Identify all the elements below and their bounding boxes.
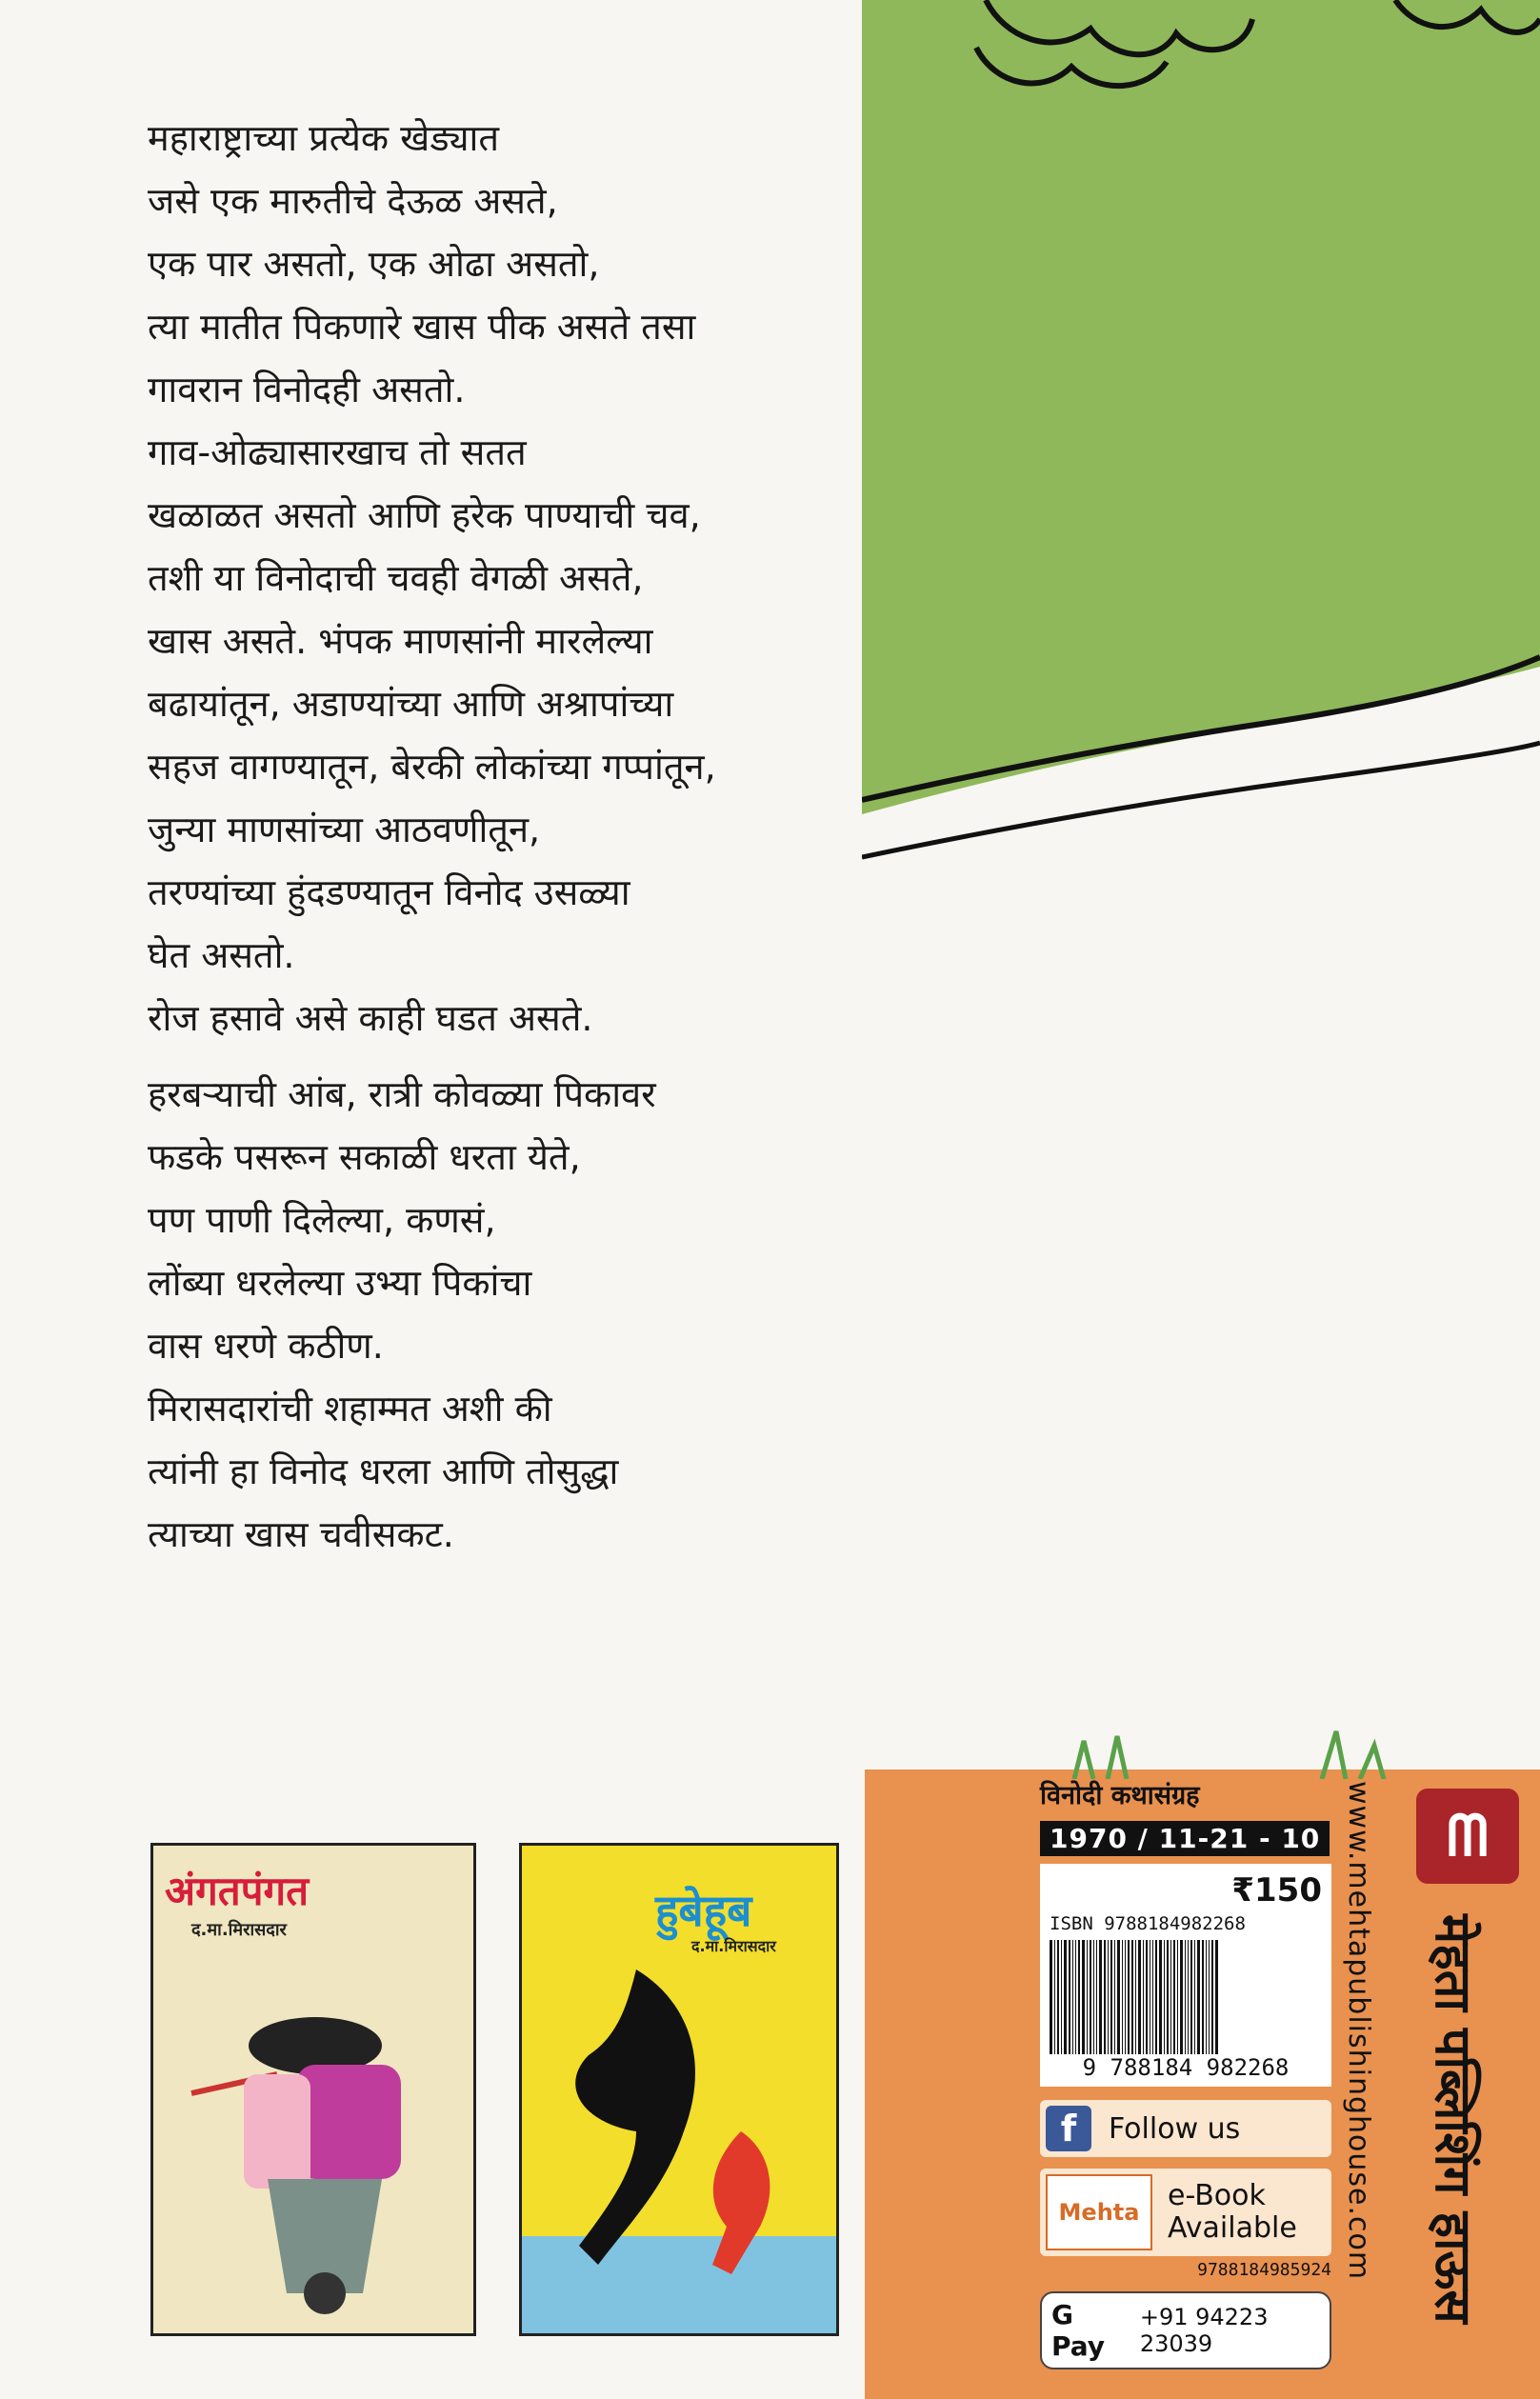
website-vertical[interactable] — [1333, 1781, 1390, 2314]
scooter-illustration — [153, 1846, 473, 2333]
book-title: हुबेहूब — [655, 1885, 752, 1936]
poem-line: मिरासदारांची शहाम्मत अशी की — [148, 1388, 552, 1429]
ebook-label — [1168, 2180, 1297, 2245]
book-info-panel — [1040, 1776, 1331, 2369]
publisher-name: मेहता पब्लिशिंग हाऊस — [1424, 1914, 1481, 2324]
grass-decoration — [865, 1722, 1540, 1779]
poem-line: त्याच्या खास चवीसकट. — [148, 1513, 454, 1555]
isbn-label: ISBN 9788184982268 — [1050, 1913, 1246, 1934]
mehta-publishing-logo-icon: ᗰ — [1416, 1789, 1519, 1884]
book-author: द.मा.मिरासदार — [691, 1937, 776, 1955]
illustration-svg — [862, 0, 1540, 967]
related-book-cover-1[interactable] — [150, 1843, 476, 2336]
poem-line: तशी या विनोदाची चवही वेगळी असते, — [148, 557, 644, 599]
cover-green-illustration — [862, 0, 1540, 967]
poem-line: गावरान विनोदही असतो. — [148, 369, 466, 410]
book-author: द.मा.मिरासदार — [191, 1920, 287, 1940]
poem-line: एक पार असतो, एक ओढा असतो, — [148, 243, 600, 285]
poem-line: पण पाणी दिलेल्या, कणसं, — [148, 1199, 496, 1241]
follow-us-label: Follow us — [1109, 2111, 1241, 2146]
ebook-isbn: 9788184985924 — [1197, 2260, 1331, 2280]
mehta-ebooks-logo: Mehta — [1046, 2174, 1152, 2250]
facebook-icon: f — [1046, 2106, 1091, 2151]
blurb-poem — [148, 107, 871, 1566]
publisher-vertical — [1426, 1914, 1502, 2390]
poem-line: फडके पसरून सकाळी धरता येते, — [148, 1136, 581, 1178]
poem-line: हरबऱ्याची आंब, रात्री कोवळ्या पिकावर — [148, 1073, 656, 1115]
genre-label: विनोदी कथासंग्रह — [1040, 1781, 1200, 1810]
price-barcode-box — [1040, 1864, 1331, 2087]
gpay-icon: G Pay — [1051, 2299, 1106, 2362]
phone-number: +91 94223 23039 — [1139, 2304, 1269, 2357]
ebook-line1: e-Book — [1168, 2179, 1266, 2212]
related-book-cover-2[interactable] — [519, 1843, 839, 2336]
poem-line: त्या मातीत पिकणारे खास पीक असते तसा — [148, 306, 696, 348]
barcode — [1050, 1940, 1322, 2054]
poem-line: बढायांतून, अडाण्यांच्या आणि अश्रापांच्या — [148, 683, 674, 725]
poem-line: गाव-ओढ्यासारखाच तो सतत — [148, 431, 527, 473]
poem-line: महाराष्ट्राच्या प्रत्येक खेड्यात — [148, 117, 500, 159]
isbn-number: 9 788184 982268 — [1082, 2054, 1290, 2081]
website-url[interactable]: www.mehtapublishinghouse.com — [1342, 1781, 1375, 2281]
poem-line: जसे एक मारुतीचे देऊळ असते, — [148, 180, 558, 222]
dancers-illustration — [522, 1846, 836, 2333]
poem-line: लोंब्या धरलेल्या उभ्या पिकांचा — [148, 1262, 532, 1304]
poem-line: खास असते. भंपक माणसांनी मारलेल्या — [148, 620, 653, 662]
poem-line: घेत असतो. — [148, 934, 295, 976]
poem-line: सहज वागण्यातून, बेरकी लोकांच्या गप्पांतून, — [148, 746, 716, 788]
poem-line: खळाळत असतो आणि हरेक पाण्याची चव, — [148, 494, 701, 536]
book-title: अंगतपंगत — [165, 1868, 310, 1914]
price: ₹150 — [1231, 1871, 1322, 1909]
poem-line: त्यांनी हा विनोद धरला आणि तोसुद्धा — [148, 1450, 619, 1492]
ebook-line2: Available — [1168, 2211, 1297, 2245]
gpay-contact[interactable] — [1040, 2291, 1331, 2369]
poem-line: तरण्यांच्या हुंदडण्यातून विनोद उसळ्या — [148, 871, 630, 913]
poem-line: रोज हसावे असे काही घडत असते. — [148, 997, 593, 1039]
follow-us-link[interactable] — [1040, 2100, 1331, 2157]
poem-line: जुन्या माणसांच्या आठवणीतून, — [148, 809, 541, 850]
catalog-code: 1970 / 11-21 - 10 — [1040, 1821, 1330, 1856]
ebook-available[interactable] — [1040, 2169, 1331, 2256]
poem-line: वास धरणे कठीण. — [148, 1325, 384, 1367]
